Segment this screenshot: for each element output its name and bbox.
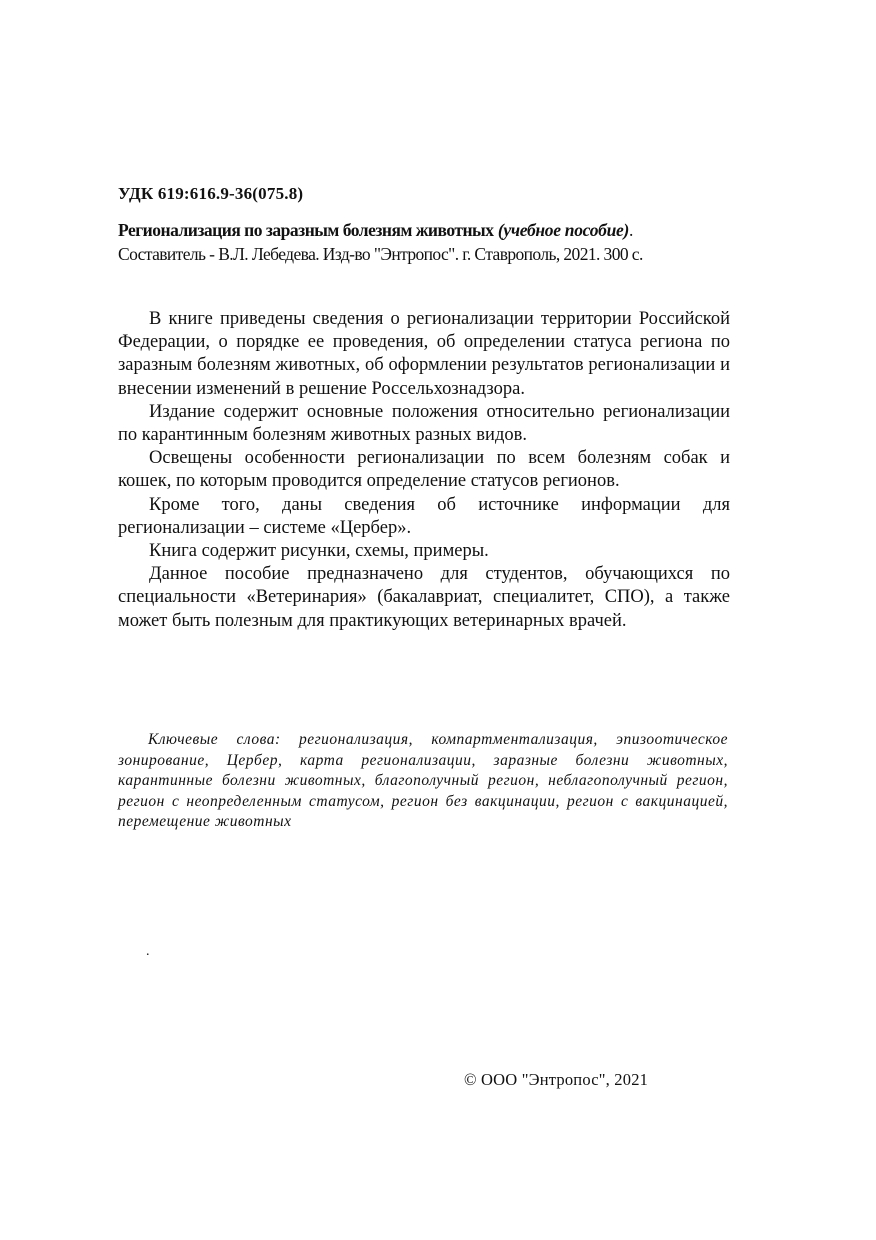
publication-details: Составитель - В.Л. Лебедева. Изд-во "Энтропос". г. Ставрополь, 2021. 300 с.: [118, 244, 643, 264]
abstract-paragraph: В книге приведены сведения о регионализации территории Российской Федерации, о порядке ее проведения, об определении статуса региона по заразным болезням животных, об оформлении результатов регионализации и внесении изменений в решение Россельхознадзора.: [118, 309, 730, 399]
stray-mark: .: [146, 944, 150, 959]
abstract: [118, 308, 730, 633]
abstract-paragraph: Книга содержит рисунки, схемы, примеры.: [149, 541, 489, 562]
keywords: Ключевые слова: регионализация, компартментализация, эпизоотическое зонирование, Цербер, карта регионализации, заразные болезни животных, карантинные болезни животных, благополучный регион, неблагополучный регион, регион с неопределенным статусом, регион без вакцинации, регион с вакцинацией, перемещение животных: [118, 731, 728, 830]
abstract-paragraph: Издание содержит основные положения относительно регионализации по карантинным болезням животных разных видов.: [118, 401, 730, 446]
title-period: .: [629, 220, 634, 240]
book-subtitle: (учебное пособие): [497, 220, 630, 240]
book-title: Регионализация по заразным болезням животных: [118, 220, 494, 240]
abstract-paragraph: Освещены особенности регионализации по всем болезням собак и кошек, по которым проводится определение статусов регионов.: [118, 448, 730, 492]
abstract-paragraph: Данное пособие предназначено для студентов, обучающихся по специальности «Ветеринария» (бакалавриат, специалитет, СПО), а также может быть полезным для практикующих ветеринарных врачей.: [118, 564, 730, 631]
abstract-paragraph: Кроме того, даны сведения об источнике информации для регионализации – системе «Цербер».: [118, 494, 730, 538]
udk-code: УДК 619:616.9-36(075.8): [118, 184, 304, 203]
copyright-notice: © ООО "Энтропос", 2021: [464, 1070, 649, 1089]
bibliographic-description: [118, 218, 738, 266]
